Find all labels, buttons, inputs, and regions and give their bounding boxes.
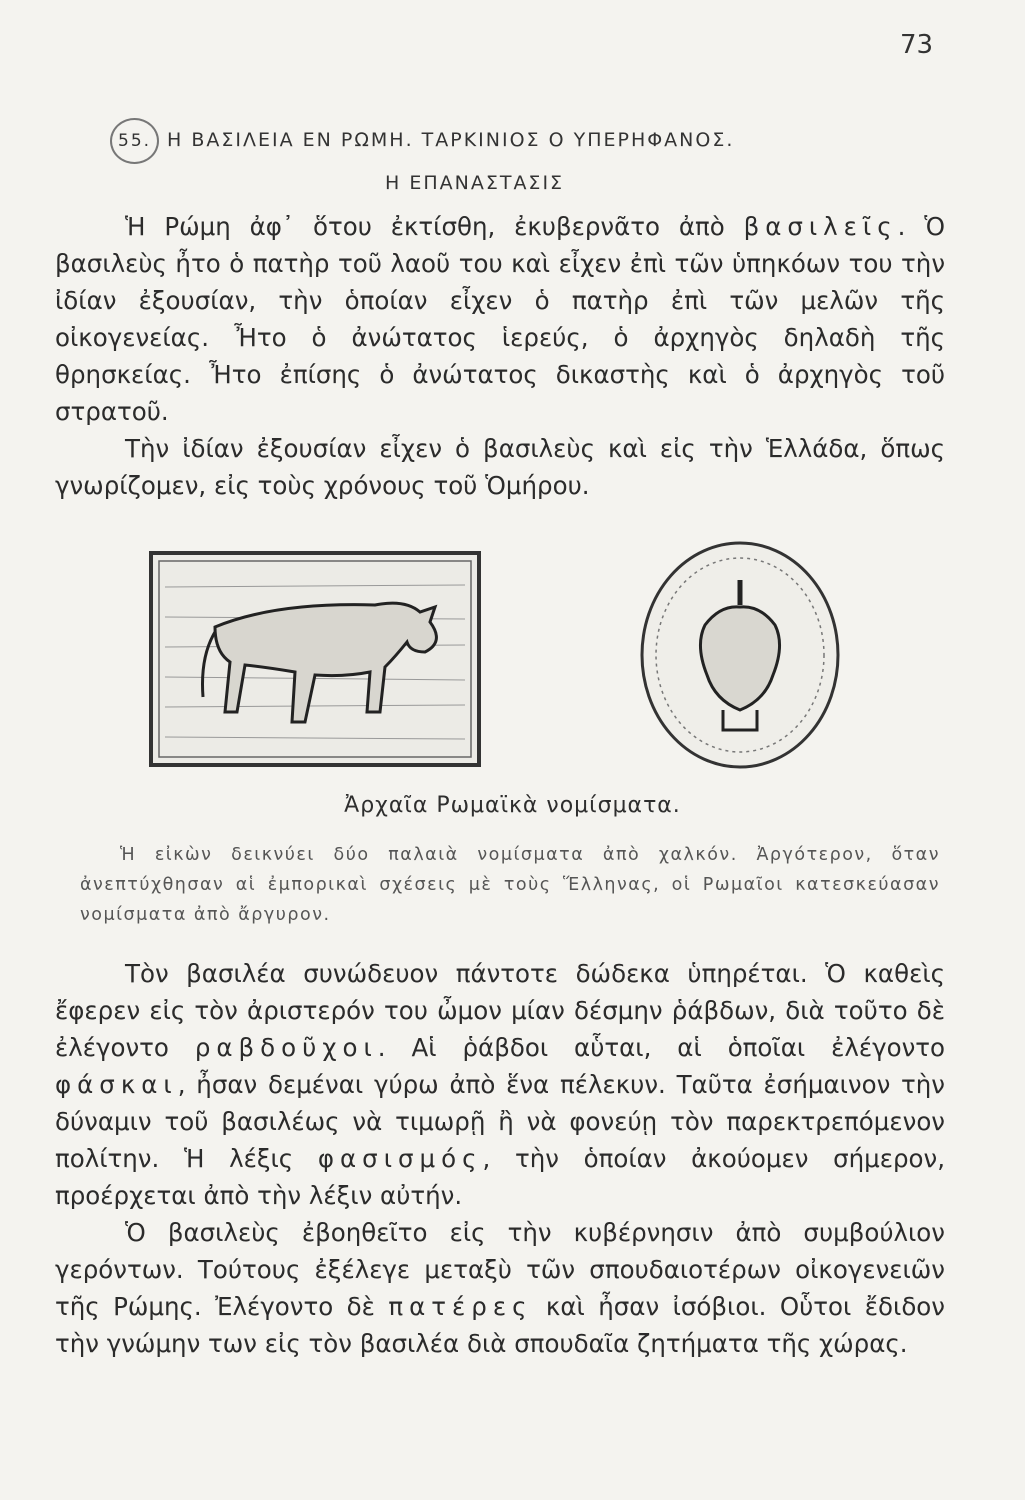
chapter-title-line1 bbox=[110, 118, 910, 164]
chapter-heading bbox=[110, 118, 910, 202]
chapter-number: 55. bbox=[110, 118, 159, 164]
figure-note: Ἡ εἰκὼν δεικνύει δύο παλαιὰ νομίσματα ἀπὸ χαλκόν. Ἀργότερον, ὅταν ἀνεπτύχθησαν αἱ ἐμπορικαὶ σχέσεις μὲ τοὺς Ἕλληνας, οἱ Ρωμαῖοι κατεσκεύασαν νομίσματα ἀπὸ ἄργυρον. bbox=[80, 845, 940, 925]
paragraph: Ἡ Ρώμη ἀφ᾽ ὅτου ἐκτίσθη, ἐκυβερνᾶτο ἀπὸ βασιλεῖς. Ὁ βασιλεὺς ἦτο ὁ πατὴρ τοῦ λαοῦ του καὶ εἶχεν ἐπὶ τῶν ὑπηκόων του τὴν ἰδίαν ἐξουσίαν, τὴν ὁποίαν εἶχεν ὁ πατὴρ ἐπὶ τῶν μελῶν τῆς οἰκογενείας. Ἦτο ὁ ἀνώτατος ἱερεύς, ὁ ἀρχηγὸς δηλαδὴ τῆς θρησκείας. Ἦτο ἐπίσης ὁ ἀνώτατος δικαστὴς καὶ ὁ ἀρχηγὸς τοῦ στρατοῦ. bbox=[55, 212, 945, 426]
figure-caption: Ἀρχαῖα Ρωμαϊκὰ νομίσματα. bbox=[344, 793, 681, 818]
paragraph: Τὸν βασιλέα συνώδευον πάντοτε δώδεκα ὑπηρέται. Ὁ καθεὶς ἔφερεν εἰς τὸν ἀριστερόν του ὦμον μίαν δέσμην ῥάβδων, διὰ τοῦτο δὲ ἐλέγοντο ραβδοῦχοι. Αἱ ῥάβδοι αὗται, αἱ ὁποῖαι ἐλέγοντο φάσκαι, ἦσαν δεμέναι γύρω ἀπὸ ἕνα πέλεκυν. Ταῦτα ἐσήμαινον τὴν δύναμιν τοῦ βασιλέως νὰ τιμωρῇ ἢ νὰ φονεύῃ τὸν παρεκτρεπόμενον πολίτην. Ἡ λέξις φασισμός, τὴν ὁποίαν ἀκούομεν σήμερον, προέρχεται ἀπὸ τὴν λέξιν αὐτήν. bbox=[55, 959, 945, 1210]
coins-figure bbox=[140, 535, 960, 795]
bull-coin-image bbox=[145, 547, 485, 772]
paragraph: Ὁ βασιλεὺς ἐβοηθεῖτο εἰς τὴν κυβέρνησιν ἀπὸ συμβούλιον γερόντων. Τούτους ἐξέλεγε μεταξὺ τῶν σπουδαιοτέρων οἰκογενειῶν τῆς Ρώμης. Ἐλέγοντο δὲ πατέρες καὶ ἦσαν ἰσόβιοι. Οὗτοι ἔδιδον τὴν γνώμην των εἰς τὸν βασιλέα διὰ σπουδαῖα ζητήματα τῆς χώρας. bbox=[55, 1218, 945, 1358]
emphasized-term: φάσκαι bbox=[55, 1070, 178, 1099]
emphasized-term: πατέρες bbox=[388, 1292, 533, 1321]
janus-coin-image bbox=[635, 535, 845, 775]
chapter-title: Η ΒΑΣΙΛΕΙΑ ΕΝ ΡΩΜΗ. ΤΑΡΚΙΝΙΟΣ Ο ΥΠΕΡΗΦΑΝΟΣ. bbox=[167, 129, 735, 151]
emphasized-term: βασιλεῖς bbox=[743, 212, 898, 241]
emphasized-term: φασισμός bbox=[317, 1144, 483, 1173]
emphasized-term: ραβδοῦχοι bbox=[194, 1033, 378, 1062]
text-section-2 bbox=[55, 955, 945, 1362]
chapter-subtitle: Η ΕΠΑΝΑΣΤΑΣΙΣ bbox=[385, 172, 565, 194]
text-section-1 bbox=[55, 208, 945, 504]
page-number: 73 bbox=[900, 30, 934, 60]
paragraph: Τὴν ἰδίαν ἐξουσίαν εἶχεν ὁ βασιλεὺς καὶ εἰς τὴν Ἑλλάδα, ὅπως γνωρίζομεν, εἰς τοὺς χρόνους τοῦ Ὁμήρου. bbox=[55, 434, 945, 500]
